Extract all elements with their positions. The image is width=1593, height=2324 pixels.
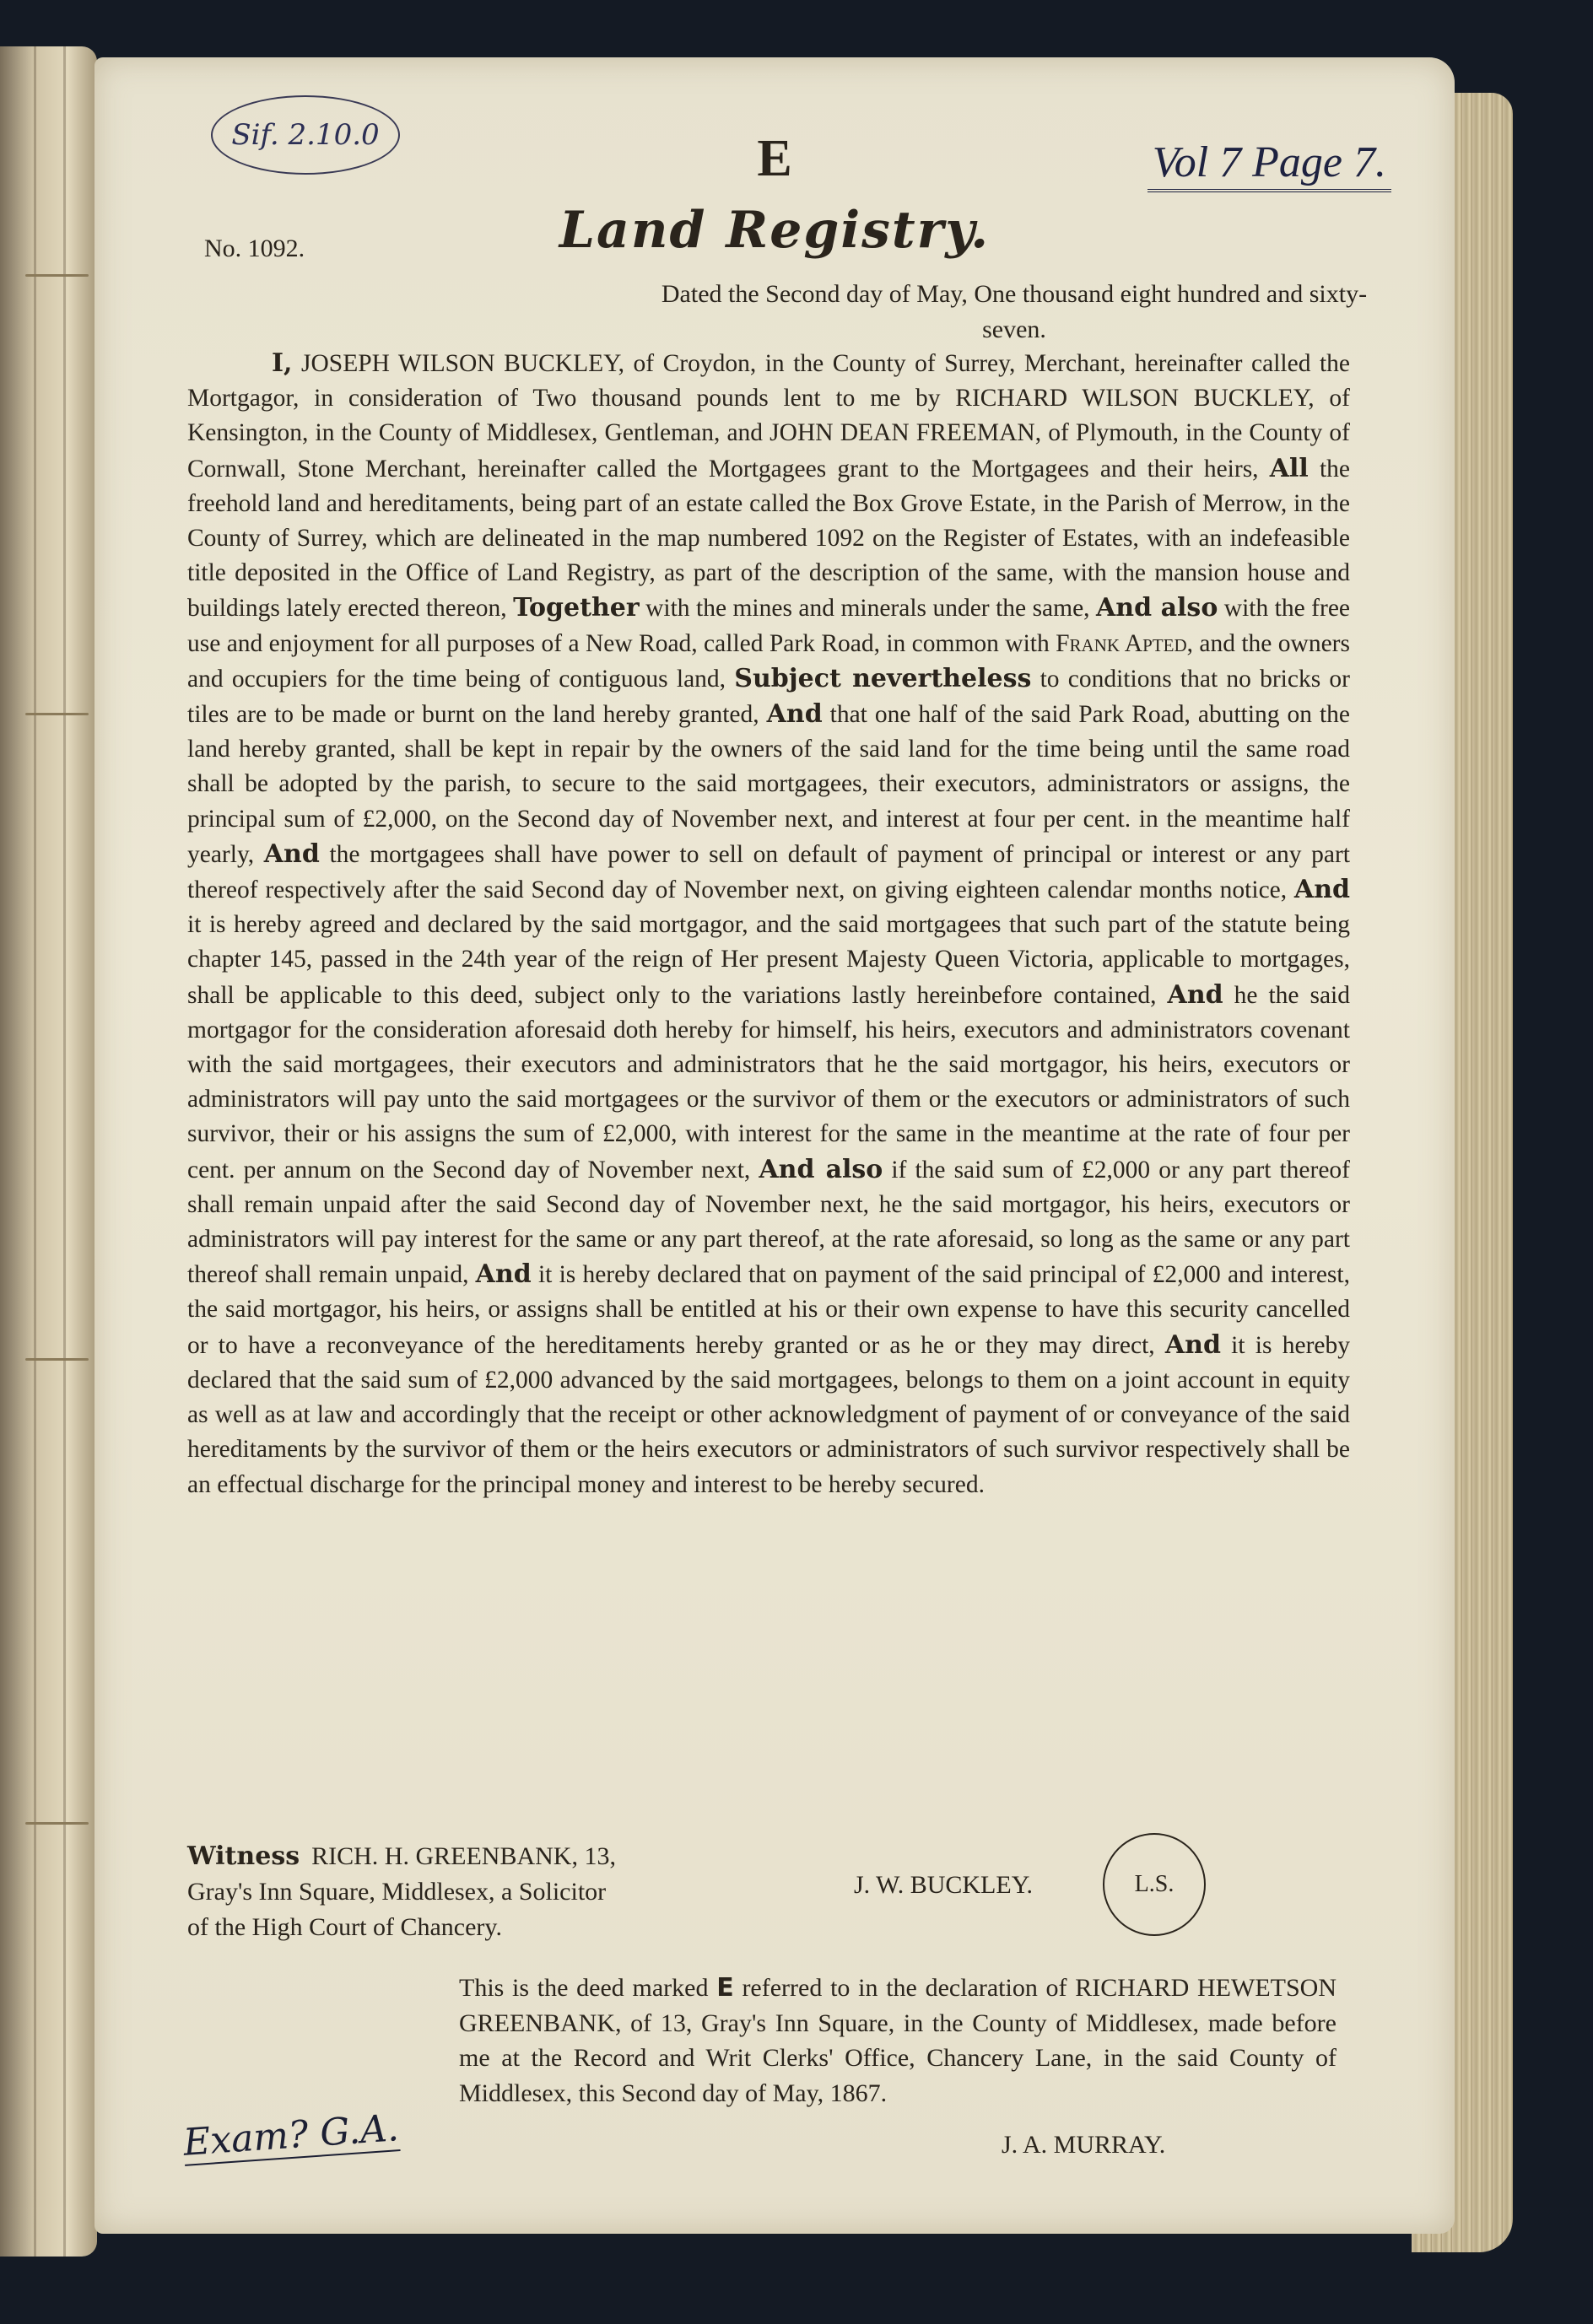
keyword-and: And bbox=[263, 838, 320, 869]
seal-circle: L.S. bbox=[1103, 1833, 1206, 1936]
deed-letter-mark: E bbox=[757, 130, 792, 187]
examined-note bbox=[182, 2106, 401, 2165]
binding-stitch bbox=[25, 713, 89, 715]
keyword-and: And bbox=[1164, 1329, 1221, 1360]
keyword-and: And bbox=[1167, 979, 1223, 1010]
keyword-together: Together bbox=[513, 593, 640, 623]
witness-label: Witness bbox=[187, 1841, 300, 1871]
binding-leaf bbox=[34, 46, 36, 2257]
body-text-segment: the freehold land and hereditaments, being part of an estate called the Box Grove Estate, in the Parish of Merrow, in the County of Surrey, which are delineated in the map numbered 1092 on the Register of Estates, with an indefeasible title deposited in the Office of Land Registry, as part of the description of the same, with the mansion house and buildings lately erected thereon, bbox=[187, 455, 1350, 623]
body-text-segment: it is hereby declared that on payment of the said principal of £2,000 and interest, the said mortgagor, his heirs, or assigns shall be entitled at his or their own expense to have this security cancelled or to have a reconveyance of the hereditaments hereby granted or as he or they may direct, bbox=[187, 1261, 1350, 1359]
mortgagor-signature: J. W. BUCKLEY. bbox=[854, 1871, 1033, 1899]
binding-stitch bbox=[25, 1358, 89, 1361]
register-page bbox=[94, 57, 1455, 2234]
name-frank-apted: Frank Apted bbox=[1056, 629, 1187, 657]
body-text-segment: it is hereby agreed and declared by the said mortgagor, and the said mortgagees that such part of the statute being chapter 145, passed in the 24th year of the reign of Her present Majesty Queen Victoria, applicable to mortgages, shall be applicable to this deed, subject only to the variations lastly hereinbefore contained, bbox=[187, 911, 1350, 1009]
witness-block bbox=[187, 1839, 616, 1945]
deed-paragraph bbox=[187, 346, 1350, 1502]
keyword-and: And bbox=[1293, 875, 1350, 905]
keyword-and: And bbox=[766, 699, 823, 730]
body-text-segment: the mortgagees shall have power to sell on default of payment of principal or interest or any part thereof respectively after the said Second day of November next, on giving eighteen calendar months notice, bbox=[187, 840, 1350, 904]
body-text-segment: to conditions that no bricks or tiles are to be made or burnt on the land hereby granted, bbox=[187, 665, 1350, 729]
witness-line bbox=[187, 1839, 616, 1874]
declaration-segment: referred to in the declaration of RICHARD HEWETSON GREENBANK, of 13, Gray's Inn Square, in the County of Middlesex, made before me at the Record and Writ Clerks' Office, Chancery Lane, in the said County of Middlesex, this Second day of May, 1867. bbox=[459, 1974, 1336, 2107]
witness-address: Gray's Inn Square, Middlesex, a Solicitor bbox=[187, 1878, 607, 1906]
deed-number: No. 1092. bbox=[204, 235, 305, 262]
witness-office: of the High Court of Chancery. bbox=[187, 1913, 502, 1941]
date-line: Dated the Second day of May, One thousand eight hundred and sixty-seven. bbox=[661, 280, 1368, 343]
body-text-segment: that one half of the said Park Road, abutting on the land hereby granted, shall be kept in repair by the owners of the said land for the time being until the same road shall be adopted by the parish, to secure to the said mortgagees, their executors, administrators or assigns, the principal sum of £2,000, on the Second day of November next, and interest at four per cent. in the meantime half yearly, bbox=[187, 701, 1350, 868]
declaration-mark: E bbox=[716, 1973, 734, 2003]
keyword-and: And bbox=[475, 1259, 532, 1290]
body-text-segment: with the free use and enjoyment for all purposes of a New Road, called Park Road, in common with bbox=[187, 595, 1351, 657]
examined-note-text: Exam? G.A. bbox=[181, 2106, 401, 2165]
volume-reference: Vol 7 Page 7. bbox=[1148, 137, 1391, 192]
book-binding bbox=[0, 46, 97, 2257]
registry-title: Land Registry. bbox=[559, 201, 991, 260]
witness-name: RICH. H. GREENBANK, 13, bbox=[311, 1842, 616, 1870]
body-text-segment: it is hereby declared that the said sum of £2,000 advanced by the said mortgagees, belongs to them on a joint account in equity as well as at law and accordingly that the receipt or other acknowledgment of payment of or conveyance of the said hereditaments by the survivor of them or the heirs executors or administrators of such survivor respectively shall be an effectual discharge for the principal money and interest to be hereby secured. bbox=[187, 1331, 1350, 1498]
officer-signature: J. A. MURRAY. bbox=[1002, 2131, 1166, 2159]
keyword-and-also: And also bbox=[1096, 593, 1218, 623]
reference-note: Sif. 2.10.0 bbox=[211, 95, 400, 175]
body-text-segment: with the mines and minerals under the same, bbox=[639, 595, 1097, 623]
binding-stitch bbox=[25, 1822, 89, 1825]
keyword-all: All bbox=[1269, 453, 1309, 483]
declaration-text bbox=[459, 1971, 1336, 2111]
deed-body bbox=[187, 346, 1350, 1502]
declaration-segment: This is the deed marked bbox=[459, 1974, 717, 2002]
binding-stitch bbox=[25, 274, 89, 277]
body-text-segment: , and the owners and occupiers for the time being of contiguous land, bbox=[187, 629, 1350, 693]
body-text-segment: JOSEPH WILSON BUCKLEY, of Croydon, in the County of Surrey, Merchant, hereinafter called the Mortgagor, in consideration of Two thousand pounds lent to me by RICHARD WILSON BUCKLEY, of Kensington, in the County of Middlesex, Gentleman, and JOHN DEAN FREEMAN, of Plymouth, in the County of Cornwall, Stone Merchant, hereinafter called the Mortgagees grant to the Mortgagees and their heirs, bbox=[187, 350, 1350, 483]
body-text-segment: he the said mortgagor for the consideration aforesaid doth hereby for himself, his heirs, executors and administrators covenant with the said mortgagees, their executors and administrators that he the said mortgagor, his heirs, executors or administrators will pay unto the said mortgagees or the survivor of them or the executors or administrators of such survivor, their or his assigns the sum of £2,000, with interest for the same in the meantime at the rate of four per cent. per annum on the Second day of November next, bbox=[187, 981, 1350, 1184]
body-text-segment: if the said sum of £2,000 or any part thereof shall remain unpaid after the said Second day of November next, he the said mortgagor, his heirs, executors or administrators will pay interest for the same or any part thereof, at the rate aforesaid, so long as the same or any part thereof shall remain unpaid, bbox=[187, 1156, 1350, 1289]
keyword-and-also: And also bbox=[759, 1154, 883, 1184]
keyword-subject-nevertheless: Subject nevertheless bbox=[734, 663, 1032, 693]
binding-leaf bbox=[63, 46, 66, 2257]
initial-i: I, bbox=[272, 348, 293, 378]
